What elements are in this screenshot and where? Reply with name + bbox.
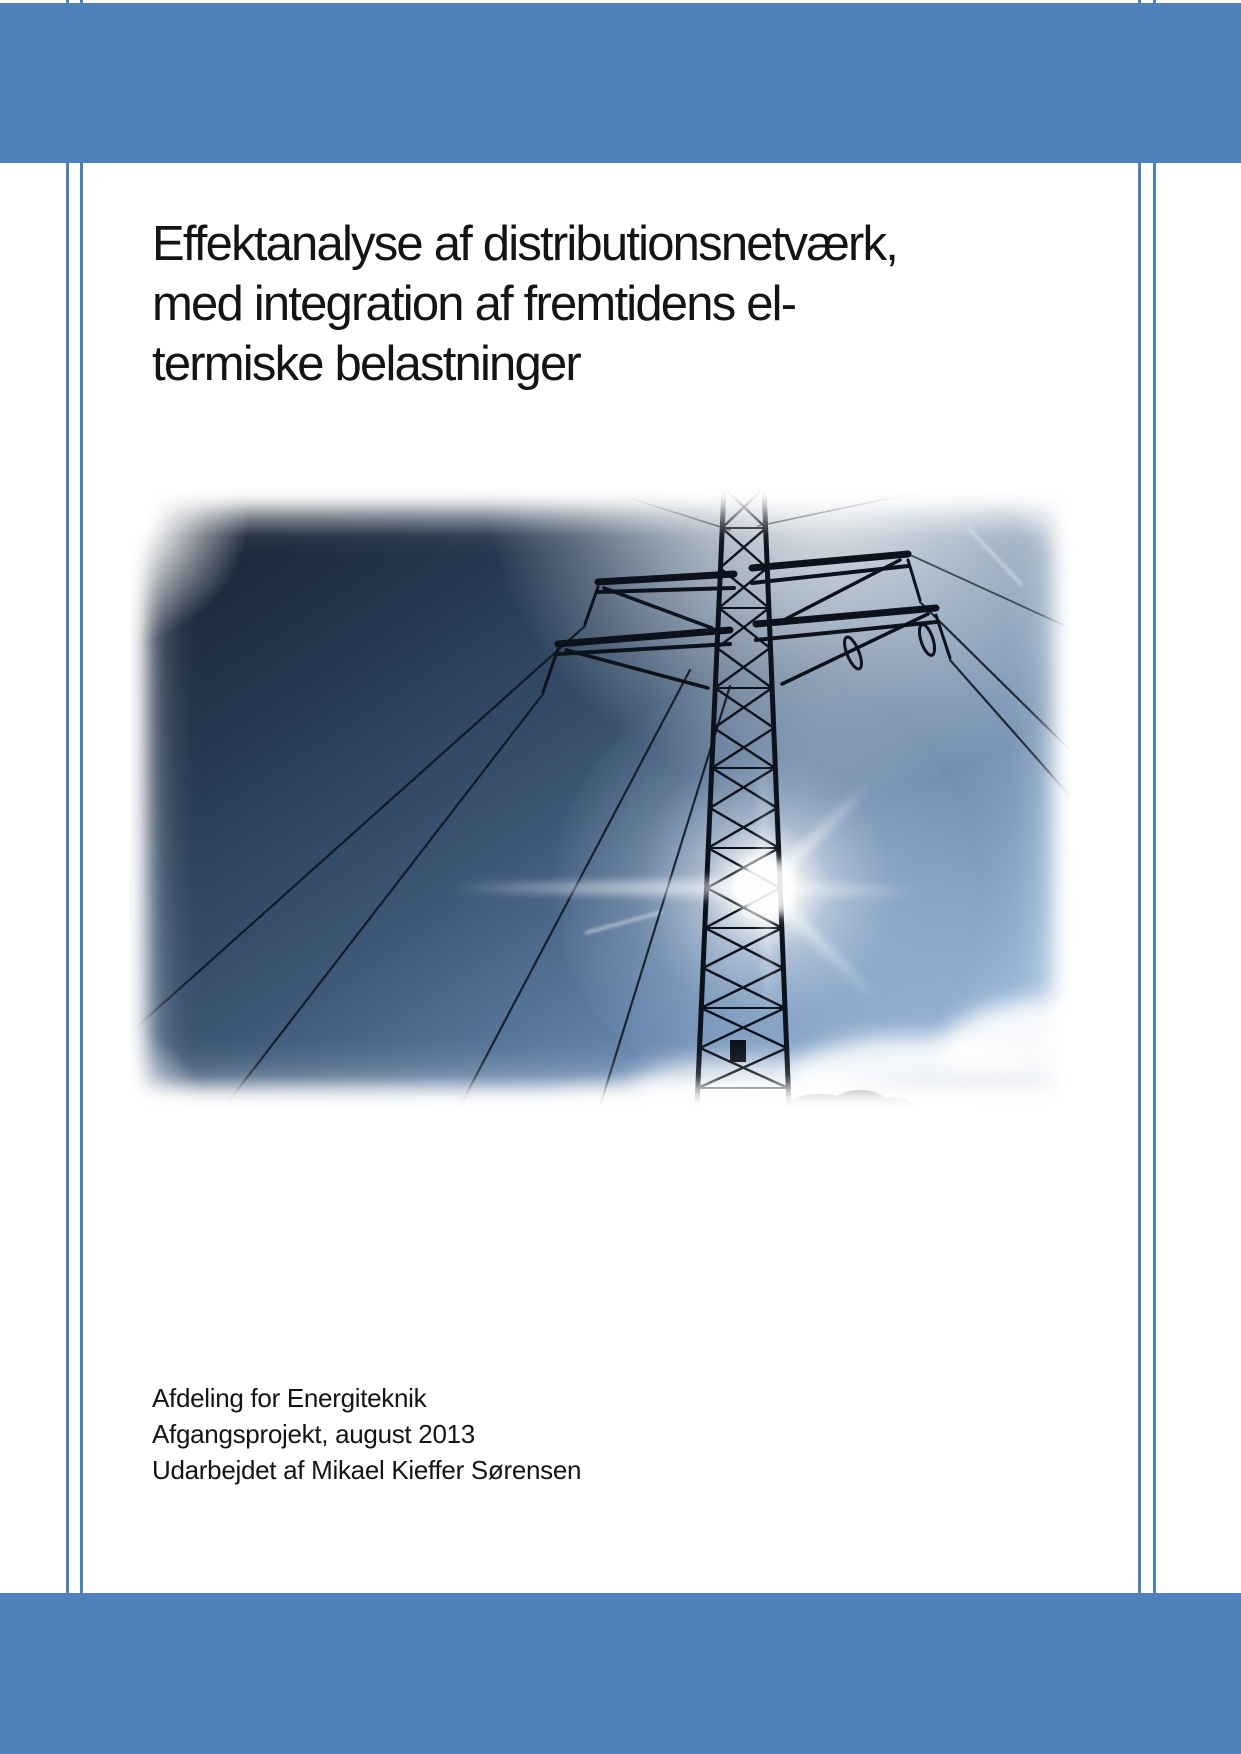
power-pylon-photo: [130, 488, 1070, 1106]
left-border-line-inner: [80, 0, 83, 1593]
footer-department: Afdeling for Energiteknik: [152, 1383, 427, 1413]
title-line-3: termiske belastninger: [152, 337, 580, 391]
bottom-accent-band: [0, 1593, 1241, 1754]
title-line-2: med integration af fremtidens el-: [152, 277, 796, 331]
right-border-line-inner: [1138, 0, 1141, 1593]
document-title: [152, 214, 972, 394]
left-border-line-outer: [66, 0, 69, 1593]
title-line-1: Effektanalyse af distributionsnetværk,: [152, 217, 898, 271]
footer-author: Udarbejdet af Mikael Kieffer Sørensen: [152, 1455, 582, 1485]
pylon-photo-art: [130, 488, 1070, 1106]
top-accent-band: [0, 3, 1241, 163]
right-border-line-outer: [1153, 0, 1156, 1593]
footer-project: Afgangsprojekt, august 2013: [152, 1419, 475, 1449]
footer-block: [152, 1380, 852, 1488]
